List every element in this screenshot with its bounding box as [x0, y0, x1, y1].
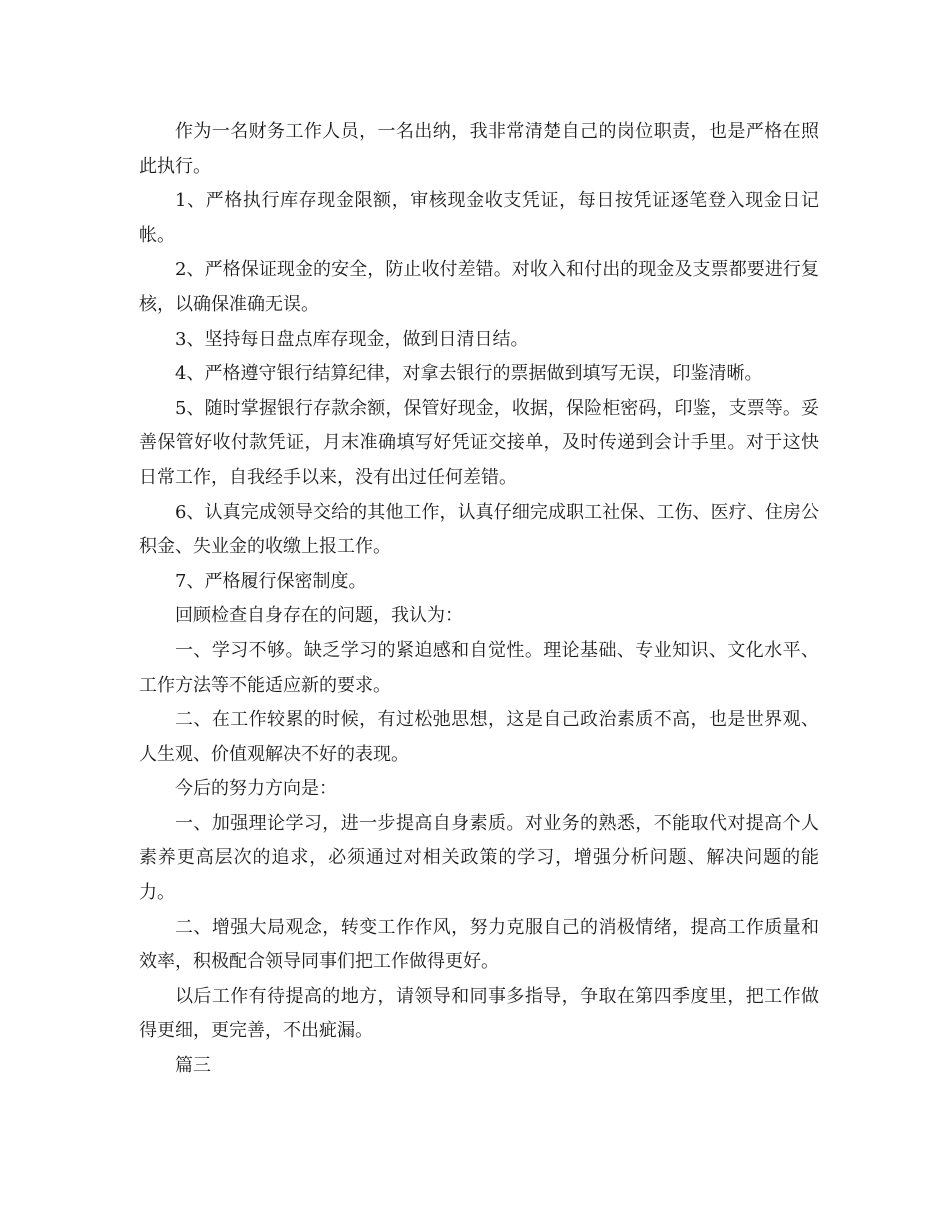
paragraph-item-3: 3、坚持每日盘点库存现金，做到日清日结。 — [175, 328, 529, 350]
paragraph-problem-2: 二、在工作较累的时候，有过松弛思想，这是自己政治素质不高，也是世界观、人生观、价值观解决不好的表现。 — [139, 709, 819, 765]
paragraph-item-4: 4、严格遵守银行结算纪律，对拿去银行的票据做到填写无误，印鉴清晰。 — [175, 363, 763, 385]
paragraph-item-6: 6、认真完成领导交给的其他工作，认真仔细完成职工社保、工伤、医疗、住房公积金、失业金的收缴上报工作。 — [139, 501, 819, 558]
paragraph-intro: 作为一名财务工作人员，一名出纳，我非常清楚自己的岗位职责，也是严格在照此执行。 — [139, 121, 819, 177]
paragraph-direction-2: 二、增强大局观念，转变工作作风，努力克服自己的消极情绪，提高工作质量和效率，积极配合领导同事们把工作做得更好。 — [139, 916, 819, 973]
paragraph-item-5: 5、随时掌握银行存款余额，保管好现金，收据，保险柜密码，印鉴，支票等。妥善保管好收付款凭证，月末准确填写好凭证交接单，及时传递到会计手里。对于这快日常工作，自我经手以来，没有出过任何差错。 — [139, 397, 819, 488]
section-heading: 篇三 — [175, 1055, 211, 1077]
paragraph-problem-1: 一、学习不够。缺乏学习的紧迫感和自觉性。理论基础、专业知识、文化水平、工作方法等不能适应新的要求。 — [139, 639, 819, 696]
paragraph-closing: 以后工作有待提高的地方，请领导和同事多指导，争取在第四季度里，把工作做得更细，更完善，不出疵漏。 — [139, 985, 819, 1042]
paragraph-direction-heading: 今后的努力方向是： — [175, 778, 337, 800]
paragraph-review-heading: 回顾检查自身存在的问题，我认为： — [175, 605, 463, 627]
paragraph-direction-1: 一、加强理论学习，进一步提高自身素质。对业务的熟悉，不能取代对提高个人素养更高层次的追求，必须通过对相关政策的学习，增强分析问题、解决问题的能力。 — [139, 812, 819, 904]
paragraph-item-2: 2、严格保证现金的安全，防止收付差错。对收入和付出的现金及支票都要进行复核，以确保准确无误。 — [139, 259, 819, 315]
paragraph-item-1: 1、严格执行库存现金限额，审核现金收支凭证，每日按凭证逐笔登入现金日记帐。 — [139, 190, 819, 246]
document-body — [139, 115, 819, 1084]
paragraph-item-7: 7、严格履行保密制度。 — [175, 570, 367, 592]
